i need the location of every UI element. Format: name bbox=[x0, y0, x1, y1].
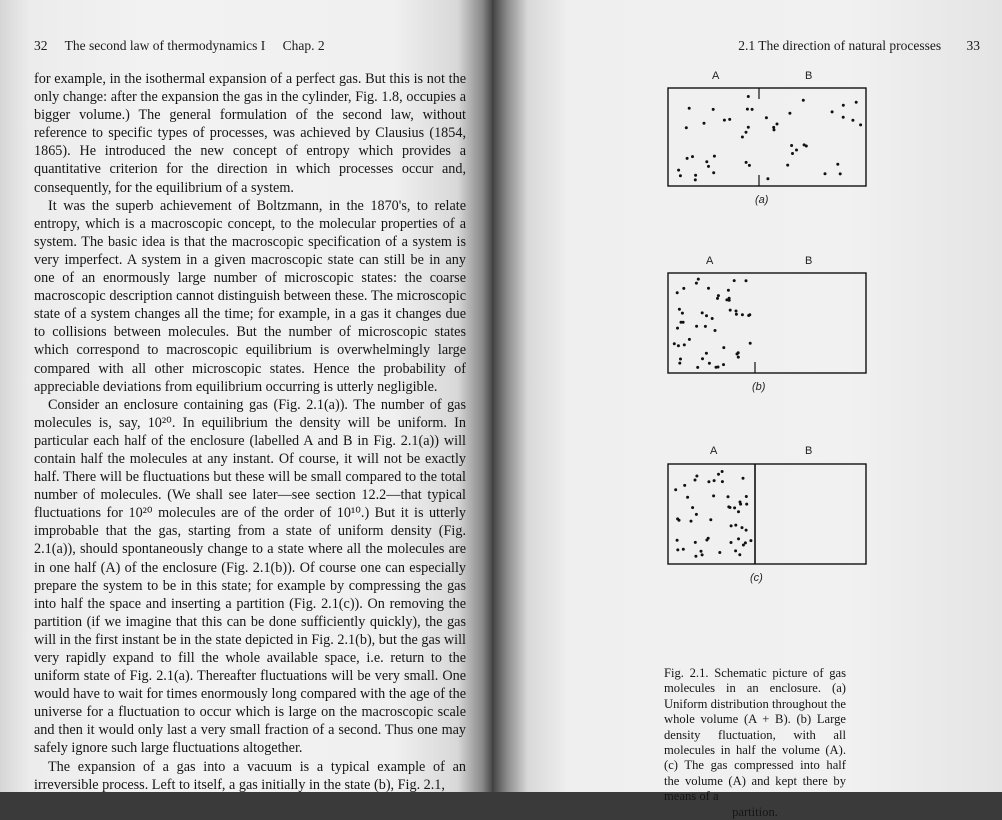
molecule-dot bbox=[734, 524, 737, 527]
molecule-dot bbox=[737, 537, 740, 540]
figure-c bbox=[667, 463, 867, 565]
molecule-dot bbox=[695, 475, 698, 478]
molecule-dot bbox=[708, 362, 711, 365]
molecule-dot bbox=[723, 119, 726, 122]
molecule-dot bbox=[727, 289, 730, 292]
molecule-dot bbox=[831, 110, 834, 113]
molecule-dot bbox=[677, 344, 680, 347]
molecule-dot bbox=[695, 282, 698, 285]
molecule-dot bbox=[741, 313, 744, 316]
molecule-dot bbox=[714, 329, 717, 332]
molecule-dot bbox=[851, 119, 854, 122]
molecule-dot bbox=[694, 555, 697, 558]
molecule-dot bbox=[690, 520, 693, 523]
molecule-dot bbox=[721, 480, 724, 483]
molecule-dot bbox=[746, 108, 749, 111]
molecule-dot bbox=[842, 116, 845, 119]
molecule-dot bbox=[735, 310, 738, 313]
section-head: 2.1 The direction of natural processes bbox=[738, 38, 942, 53]
figure-a-diagram bbox=[667, 87, 867, 187]
molecule-dot bbox=[748, 313, 751, 316]
molecule-dot bbox=[716, 297, 719, 300]
molecule-dot bbox=[678, 308, 681, 311]
paragraph: It was the superb achievement of Boltzmann, in the 1870's, to relate entropy, which is a macroscopic concept, to the molecular properties of a system. The basic idea is that the macroscopic specification of a system is very imperfect. A system in a given macroscopic state can still be in any one of an enormously large number of microscopic states: the coarse macroscopic description cannot distinguish between these. The microscopic state of a system changes all the time; for example, in a gas it changes due to collisions between molecules. But the number of microscopic states which correspond to macroscopic equilibrium is overwhelmingly large compared with all other microscopic states. Hence the probability of appreciable deviations from equilibrium occurring is utterly negligible. bbox=[34, 197, 466, 395]
left-running-head bbox=[34, 38, 325, 54]
molecule-dot bbox=[691, 155, 694, 158]
molecule-dot bbox=[704, 325, 707, 328]
molecule-dot bbox=[713, 155, 716, 158]
molecule-dot bbox=[676, 548, 679, 551]
fig-c-caption: (c) bbox=[750, 572, 763, 584]
paragraph: Consider an enclosure containing gas (Fig. 2.1(a)). The number of gas molecules is, say, 10²⁰. In equilibrium the density will be uniform. In particular each half of the enclosure (labelled A and B in Fig. 2.1(a)) will contain half the molecules at any instant. Of course, it will not be exactly half. There will be fluctuations but these will be small compared to the total number of molecules. (We shall see later—see section 12.2—that typical fluctuations for 10²⁰ molecules are of the order of 10¹⁰.) But it is utterly improbable that the gas, starting from a state of uniform density (Fig. 2.1(a)), should spontaneously change to a state where all the molecules are in one half (A) of the enclosure (Fig. 2.1(b)). Of course one can especially prepare the system to be in this state; for example by compressing the gas into half the space and inserting a partition (Fig. 2.1(c)). On removing the partition (if we imagine that this can be done sufficiently quickly), the gas will in the first instant be in the state depicted in Fig. 2.1(b), but the gas will very rapidly expand to fill the whole available space, i.e. return to the uniform state of Fig. 2.1(a). Thereafter fluctuations will be very small. One would have to wait for times enormously long compared with the age of the universe for a fluctuation to occur which is large on the macroscopic scale and then it would only last a very small fraction of a second. Thus one may safely ignore such large fluctuations altogether. bbox=[34, 396, 466, 757]
right-page bbox=[492, 0, 1002, 819]
molecule-dot bbox=[717, 294, 720, 297]
molecule-dot bbox=[737, 356, 740, 359]
right-running-head bbox=[738, 38, 980, 54]
molecule-dot bbox=[678, 519, 681, 522]
molecule-dot bbox=[745, 503, 748, 506]
figure-b-diagram bbox=[667, 272, 867, 374]
molecule-dot bbox=[705, 160, 708, 163]
molecule-dot bbox=[730, 541, 733, 544]
molecule-dot bbox=[707, 165, 710, 168]
molecule-dot bbox=[695, 325, 698, 328]
figure-caption-last-line: partition. bbox=[732, 804, 778, 819]
molecule-dot bbox=[696, 366, 699, 369]
fig-b-caption: (b) bbox=[752, 381, 766, 393]
molecule-dot bbox=[707, 480, 710, 483]
molecule-dot bbox=[728, 297, 731, 300]
molecule-dot bbox=[824, 172, 827, 175]
molecule-dot bbox=[791, 152, 794, 155]
molecule-dot bbox=[676, 539, 679, 542]
molecule-dot bbox=[673, 342, 676, 345]
left-page-number: 32 bbox=[34, 38, 48, 53]
molecule-dot bbox=[682, 548, 685, 551]
molecule-dot bbox=[678, 362, 681, 365]
molecule-dot bbox=[709, 518, 712, 521]
molecule-dot bbox=[745, 529, 748, 532]
molecule-dot bbox=[765, 116, 768, 119]
molecule-dot bbox=[703, 122, 706, 125]
molecule-dot bbox=[742, 544, 745, 547]
molecule-dot bbox=[712, 494, 715, 497]
molecule-dot bbox=[730, 524, 733, 527]
molecule-dot bbox=[729, 309, 732, 312]
molecule-dot bbox=[728, 118, 731, 121]
molecule-dot bbox=[705, 539, 708, 542]
molecule-dot bbox=[735, 313, 738, 316]
molecule-dot bbox=[745, 131, 748, 134]
molecule-dot bbox=[712, 171, 715, 174]
molecule-dot bbox=[749, 539, 752, 542]
molecule-dot bbox=[729, 506, 732, 509]
fig-a-caption: (a) bbox=[755, 194, 769, 206]
right-page-number: 33 bbox=[966, 38, 980, 53]
molecule-dot bbox=[711, 317, 714, 320]
molecule-dot bbox=[739, 503, 742, 506]
molecule-dot bbox=[685, 126, 688, 129]
fig-c-label-a: A bbox=[710, 445, 718, 457]
molecule-dot bbox=[681, 312, 684, 315]
molecule-dot bbox=[717, 473, 720, 476]
molecule-dot bbox=[677, 169, 680, 172]
molecule-dot bbox=[700, 550, 703, 553]
figure-caption-text: Fig. 2.1. Schematic picture of gas molecules in an enclosure. (a) Uniform distribution throughout the whole volume (A + B). (b) Large density fluctuation, with all molecules in half the volume (A). (c) The gas compressed into half the volume (A) and kept there by means of a bbox=[664, 666, 846, 804]
molecule-dot bbox=[766, 177, 769, 180]
molecule-dot bbox=[795, 149, 798, 152]
fig-c-label-b: B bbox=[805, 445, 813, 457]
molecule-dot bbox=[713, 479, 716, 482]
molecule-dot bbox=[749, 342, 752, 345]
molecule-dot bbox=[839, 172, 842, 175]
molecule-dot bbox=[859, 123, 862, 126]
paragraph: The expansion of a gas into a vacuum is a typical example of an irreversible process. Left to itself, a gas initially in the state (b), Fig. 2.1, bbox=[34, 758, 466, 793]
figure-b bbox=[667, 272, 867, 374]
molecule-dot bbox=[786, 164, 789, 167]
molecule-dot bbox=[733, 279, 736, 282]
figure-a bbox=[667, 87, 867, 187]
fig-b-label-b: B bbox=[805, 255, 813, 267]
molecule-dot bbox=[788, 112, 791, 115]
figure-c-diagram bbox=[667, 463, 867, 565]
molecule-dot bbox=[742, 477, 745, 480]
molecule-dot bbox=[697, 278, 700, 281]
molecule-dot bbox=[855, 101, 858, 104]
running-head-title: The second law of thermodynamics I bbox=[64, 38, 266, 53]
molecule-dot bbox=[679, 358, 682, 361]
molecule-dot bbox=[773, 128, 776, 131]
molecule-dot bbox=[836, 163, 839, 166]
molecule-dot bbox=[705, 314, 708, 317]
molecule-dot bbox=[734, 549, 737, 552]
molecule-dot bbox=[688, 107, 691, 110]
molecule-dot bbox=[722, 363, 725, 366]
molecule-dot bbox=[741, 526, 744, 529]
molecule-dot bbox=[707, 287, 710, 290]
molecule-dot bbox=[733, 506, 736, 509]
fig-a-label-b: B bbox=[805, 70, 813, 82]
molecule-dot bbox=[722, 346, 725, 349]
molecule-dot bbox=[674, 488, 677, 491]
molecule-dot bbox=[695, 513, 698, 516]
molecule-dot bbox=[688, 338, 691, 341]
molecule-dot bbox=[718, 551, 721, 554]
molecule-dot bbox=[682, 287, 685, 290]
molecule-dot bbox=[694, 541, 697, 544]
molecule-dot bbox=[683, 343, 686, 346]
molecule-dot bbox=[694, 178, 697, 181]
molecule-dot bbox=[738, 553, 741, 556]
molecule-dot bbox=[683, 484, 686, 487]
fig-a-label-a: A bbox=[712, 70, 720, 82]
molecule-dot bbox=[701, 311, 704, 314]
molecule-dot bbox=[741, 136, 744, 139]
molecule-dot bbox=[727, 495, 730, 498]
molecule-dot bbox=[701, 553, 704, 556]
molecule-dot bbox=[705, 352, 708, 355]
molecule-dot bbox=[712, 108, 715, 111]
figure-caption bbox=[664, 666, 846, 820]
molecule-dot bbox=[748, 164, 751, 167]
chapter-label: Chap. 2 bbox=[282, 38, 325, 53]
molecule-dot bbox=[680, 321, 683, 324]
molecule-dot bbox=[679, 174, 682, 177]
molecule-dot bbox=[842, 104, 845, 107]
molecule-dot bbox=[751, 108, 754, 111]
molecule-dot bbox=[737, 510, 740, 513]
molecule-dot bbox=[701, 357, 704, 360]
molecule-dot bbox=[745, 161, 748, 164]
molecule-dot bbox=[745, 495, 748, 498]
molecule-dot bbox=[747, 126, 750, 129]
molecule-dot bbox=[694, 479, 697, 482]
molecule-dot bbox=[676, 291, 679, 294]
left-page bbox=[0, 0, 492, 792]
molecule-dot bbox=[802, 99, 805, 102]
molecule-dot bbox=[721, 470, 724, 473]
molecule-dot bbox=[747, 95, 750, 98]
left-body-text bbox=[34, 70, 466, 794]
molecule-dot bbox=[745, 279, 748, 282]
molecule-dot bbox=[691, 506, 694, 509]
paragraph: for example, in the isothermal expansion of a perfect gas. But this is not the only change: after the expansion the gas in the cylinder, Fig. 1.8, occupies a bigger volume.) The general formulation of the second law, without reference to specific types of processes, was achieved by Clausius (1854, 1865). He introduced the new concept of entropy which provides a quantitative criterion for the direction in which processes occur and, consequently, for the equilibrium of a system. bbox=[34, 71, 466, 196]
molecule-dot bbox=[686, 157, 689, 160]
molecule-dot bbox=[676, 327, 679, 330]
fig-b-label-a: A bbox=[706, 255, 714, 267]
molecule-dot bbox=[803, 143, 806, 146]
molecule-dot bbox=[736, 353, 739, 356]
molecule-dot bbox=[790, 144, 793, 147]
molecule-dot bbox=[776, 123, 779, 126]
molecule-dot bbox=[717, 366, 720, 369]
molecule-dot bbox=[694, 174, 697, 177]
molecule-dot bbox=[686, 496, 689, 499]
